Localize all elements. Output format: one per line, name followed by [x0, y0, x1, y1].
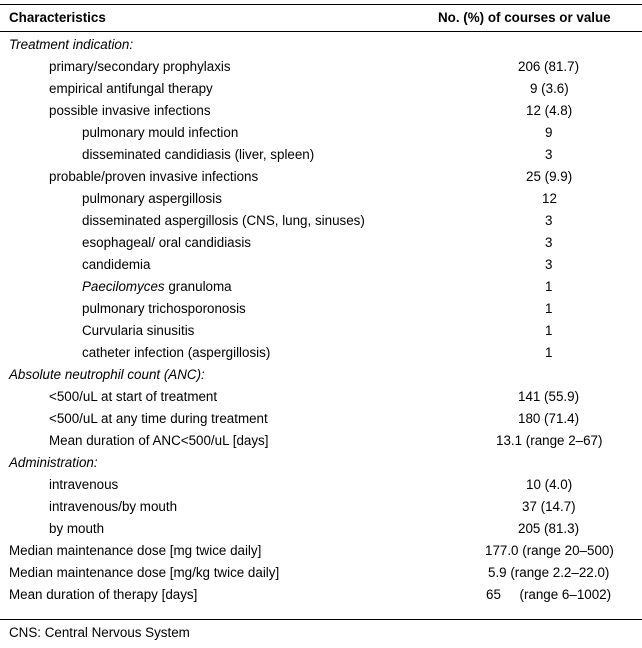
table-row — [0, 232, 642, 254]
table-row — [0, 144, 642, 166]
table-row — [0, 320, 642, 342]
row-label: Curvularia sinusitis — [82, 323, 195, 338]
row-value: 12 (4.8) — [526, 103, 573, 118]
row-label: empirical antifungal therapy — [49, 81, 213, 96]
row-value: 206 (81.7) — [518, 59, 580, 74]
row-label: disseminated candidiasis (liver, spleen) — [82, 147, 315, 162]
row-value: 1 — [545, 279, 553, 294]
row-label — [82, 276, 232, 298]
row-value: 3 — [545, 147, 553, 162]
row-label: probable/proven invasive infections — [49, 169, 259, 184]
header-value: No. (%) of courses or value — [438, 10, 611, 25]
table-row — [0, 254, 642, 276]
row-label: Mean duration of therapy [days] — [9, 587, 198, 602]
row-value: 1 — [545, 301, 553, 316]
row-value: 65 (range 6–1002) — [486, 587, 612, 602]
row-value: 9 — [545, 125, 553, 140]
row-label: disseminated aspergillosis (CNS, lung, sinuses) — [82, 213, 365, 228]
row-value: 1 — [545, 345, 553, 360]
table-row — [0, 122, 642, 144]
table-row — [0, 276, 642, 298]
table-row — [0, 540, 642, 562]
row-value: 10 (4.0) — [526, 477, 573, 492]
section-label: Administration: — [9, 455, 98, 470]
row-label: primary/secondary prophylaxis — [49, 59, 231, 74]
table-row — [0, 518, 642, 540]
row-label: Mean duration of ANC<500/uL [days] — [49, 433, 269, 448]
row-label: <500/uL at any time during treatment — [49, 411, 268, 426]
row-label-text: granuloma — [164, 279, 232, 294]
row-label: intravenous/by mouth — [49, 499, 178, 514]
section-label: Absolute neutrophil count (ANC): — [9, 367, 205, 382]
table-row — [0, 496, 642, 518]
row-label: Median maintenance dose [mg twice daily] — [9, 543, 262, 558]
row-value: 205 (81.3) — [518, 521, 580, 536]
row-value: 13.1 (range 2–67) — [496, 433, 603, 448]
header-rule — [0, 31, 642, 32]
row-value: 180 (71.4) — [518, 411, 580, 426]
row-label: catheter infection (aspergillosis) — [82, 345, 271, 360]
table-row — [0, 342, 642, 364]
row-label: <500/uL at start of treatment — [49, 389, 218, 404]
table-header — [0, 7, 642, 29]
table-row — [0, 78, 642, 100]
section-header-row — [0, 364, 642, 386]
row-label: pulmonary aspergillosis — [82, 191, 222, 206]
bottom-rule — [0, 619, 642, 620]
table-row — [0, 408, 642, 430]
header-characteristics: Characteristics — [9, 10, 106, 25]
row-value: 3 — [545, 235, 553, 250]
table-row — [0, 56, 642, 78]
row-value: 3 — [545, 213, 553, 228]
section-header-row — [0, 452, 642, 474]
row-value: 1 — [545, 323, 553, 338]
table-row — [0, 474, 642, 496]
row-value: 37 (14.7) — [522, 499, 576, 514]
row-value: 12 — [542, 191, 557, 206]
row-value: 9 (3.6) — [530, 81, 569, 96]
row-label: intravenous — [49, 477, 119, 492]
row-value: 3 — [545, 257, 553, 272]
footnote: CNS: Central Nervous System — [9, 625, 190, 640]
row-value: 177.0 (range 20–500) — [485, 543, 614, 558]
row-value: 141 (55.9) — [518, 389, 580, 404]
row-value: 25 (9.9) — [526, 169, 573, 184]
row-value: 5.9 (range 2.2–22.0) — [488, 565, 610, 580]
table-row — [0, 166, 642, 188]
row-label: esophageal/ oral candidiasis — [82, 235, 251, 250]
table-row — [0, 298, 642, 320]
table-row — [0, 188, 642, 210]
table-row — [0, 386, 642, 408]
row-label: pulmonary mould infection — [82, 125, 239, 140]
table-row — [0, 430, 642, 452]
table-row — [0, 210, 642, 232]
row-label-italic: Paecilomyces — [82, 279, 165, 294]
section-header-row — [0, 34, 642, 56]
table-row — [0, 562, 642, 584]
top-rule — [0, 4, 642, 5]
footnote-row — [0, 622, 642, 644]
row-label: pulmonary trichosporonosis — [82, 301, 246, 316]
table-row — [0, 100, 642, 122]
row-label: candidemia — [82, 257, 151, 272]
row-label: by mouth — [49, 521, 105, 536]
table-row — [0, 584, 642, 606]
row-label: possible invasive infections — [49, 103, 211, 118]
row-label: Median maintenance dose [mg/kg twice daily] — [9, 565, 280, 580]
section-label: Treatment indication: — [9, 37, 134, 52]
